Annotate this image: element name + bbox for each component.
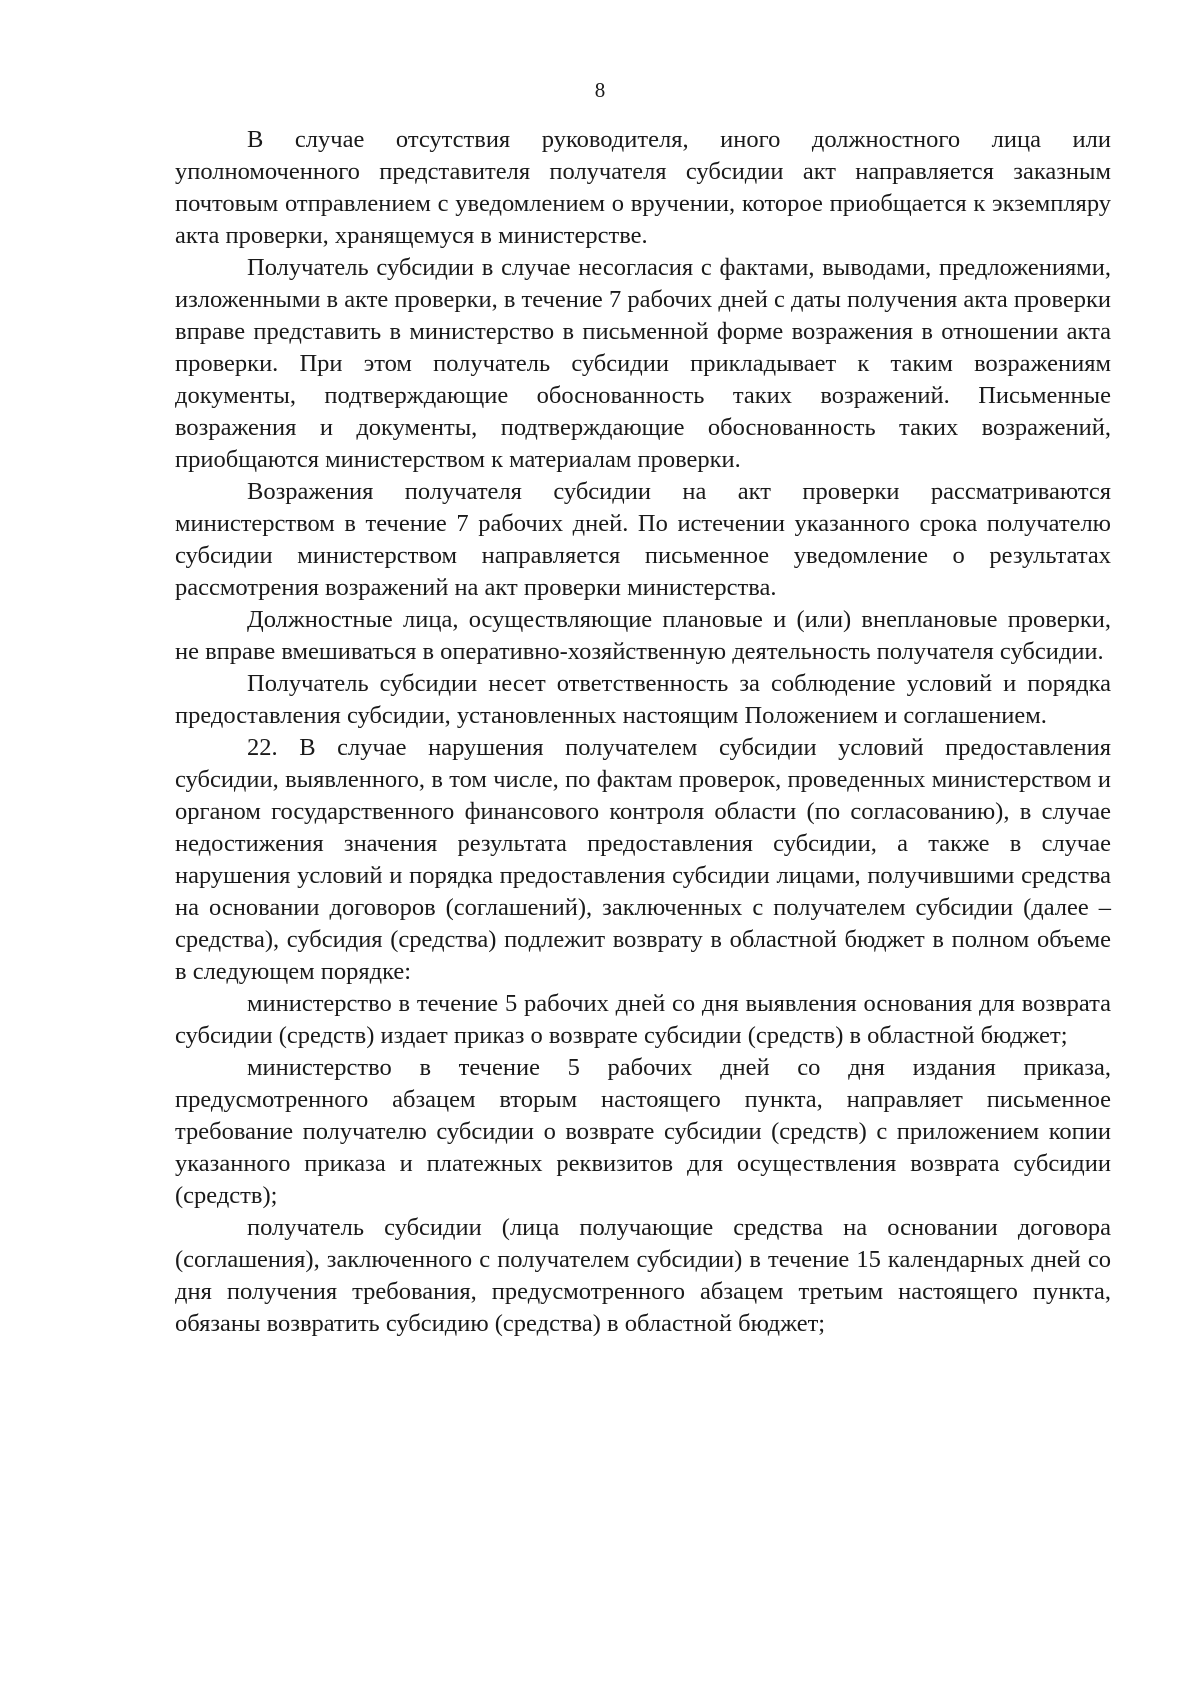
paragraph-return-demand: министерство в течение 5 рабочих дней со дня издания приказа, предусмотренного абзацем вторым настоящего пункта, направляет письменное требование получателю субсидии о возврате субсидии (средств) с приложением копии указанного приказа и платежных реквизитов для осуществления возврата субсидии (средств); bbox=[175, 1054, 1111, 1209]
paragraph-objections-submission: Получатель субсидии в случае несогласия с фактами, выводами, предложениями, изложенными в акте проверки, в течение 7 рабочих дней с даты получения акта проверки вправе представить в министерство в письменной форме возражения в отношении акта проверки. При этом получатель субсидии прикладывает к таким возражениям документы, подтверждающие обоснованность таких возражений. Письменные возражения и документы, подтверждающие обоснованность таких возражений, приобщаются министерством к материалам проверки. bbox=[175, 254, 1111, 473]
paragraph-delivery-by-mail: В случае отсутствия руководителя, иного должностного лица или уполномоченного представителя получателя субсидии акт направляется заказным почтовым отправлением с уведомлением о вручении, которое приобщается к экземпляру акта проверки, хранящемуся в министерстве. bbox=[175, 126, 1111, 249]
paragraph-recipient-responsibility: Получатель субсидии несет ответственность за соблюдение условий и порядка предоставления субсидии, установленных настоящим Положением и соглашением. bbox=[175, 670, 1111, 729]
paragraph-return-deadline: получатель субсидии (лица получающие средства на основании договора (соглашения), заключенного с получателем субсидии) в течение 15 календарных дней со дня получения требования, предусмотренного абзацем третьим настоящего пункта, обязаны возвратить субсидию (средства) в областной бюджет; bbox=[175, 1214, 1111, 1337]
paragraph-return-order: министерство в течение 5 рабочих дней со дня выявления основания для возврата субсидии (средств) издает приказ о возврате субсидии (средств) в областной бюджет; bbox=[175, 990, 1111, 1049]
page-number: 8 bbox=[594, 78, 606, 102]
paragraph-officials-non-interference: Должностные лица, осуществляющие плановые и (или) внеплановые проверки, не вправе вмешиваться в оперативно-хозяйственную деятельность получателя субсидии. bbox=[175, 606, 1111, 665]
paragraph-objections-review: Возражения получателя субсидии на акт проверки рассматриваются министерством в течение 7 рабочих дней. По истечении указанного срока получателю субсидии министерством направляется письменное уведомление о результатах рассмотрения возражений на акт проверки министерства. bbox=[175, 478, 1111, 601]
document-body bbox=[175, 124, 1111, 1340]
paragraph-clause-22: 22. В случае нарушения получателем субсидии условий предоставления субсидии, выявленного, в том числе, по фактам проверок, проведенных министерством и органом государственного финансового контроля области (по согласованию), в случае недостижения значения результата предоставления субсидии, а также в случае нарушения условий и порядка предоставления субсидии лицами, получившими средства на основании договоров (соглашений), заключенных с получателем субсидии (далее – средства), субсидия (средства) подлежит возврату в областной бюджет в полном объеме в следующем порядке: bbox=[175, 734, 1111, 985]
